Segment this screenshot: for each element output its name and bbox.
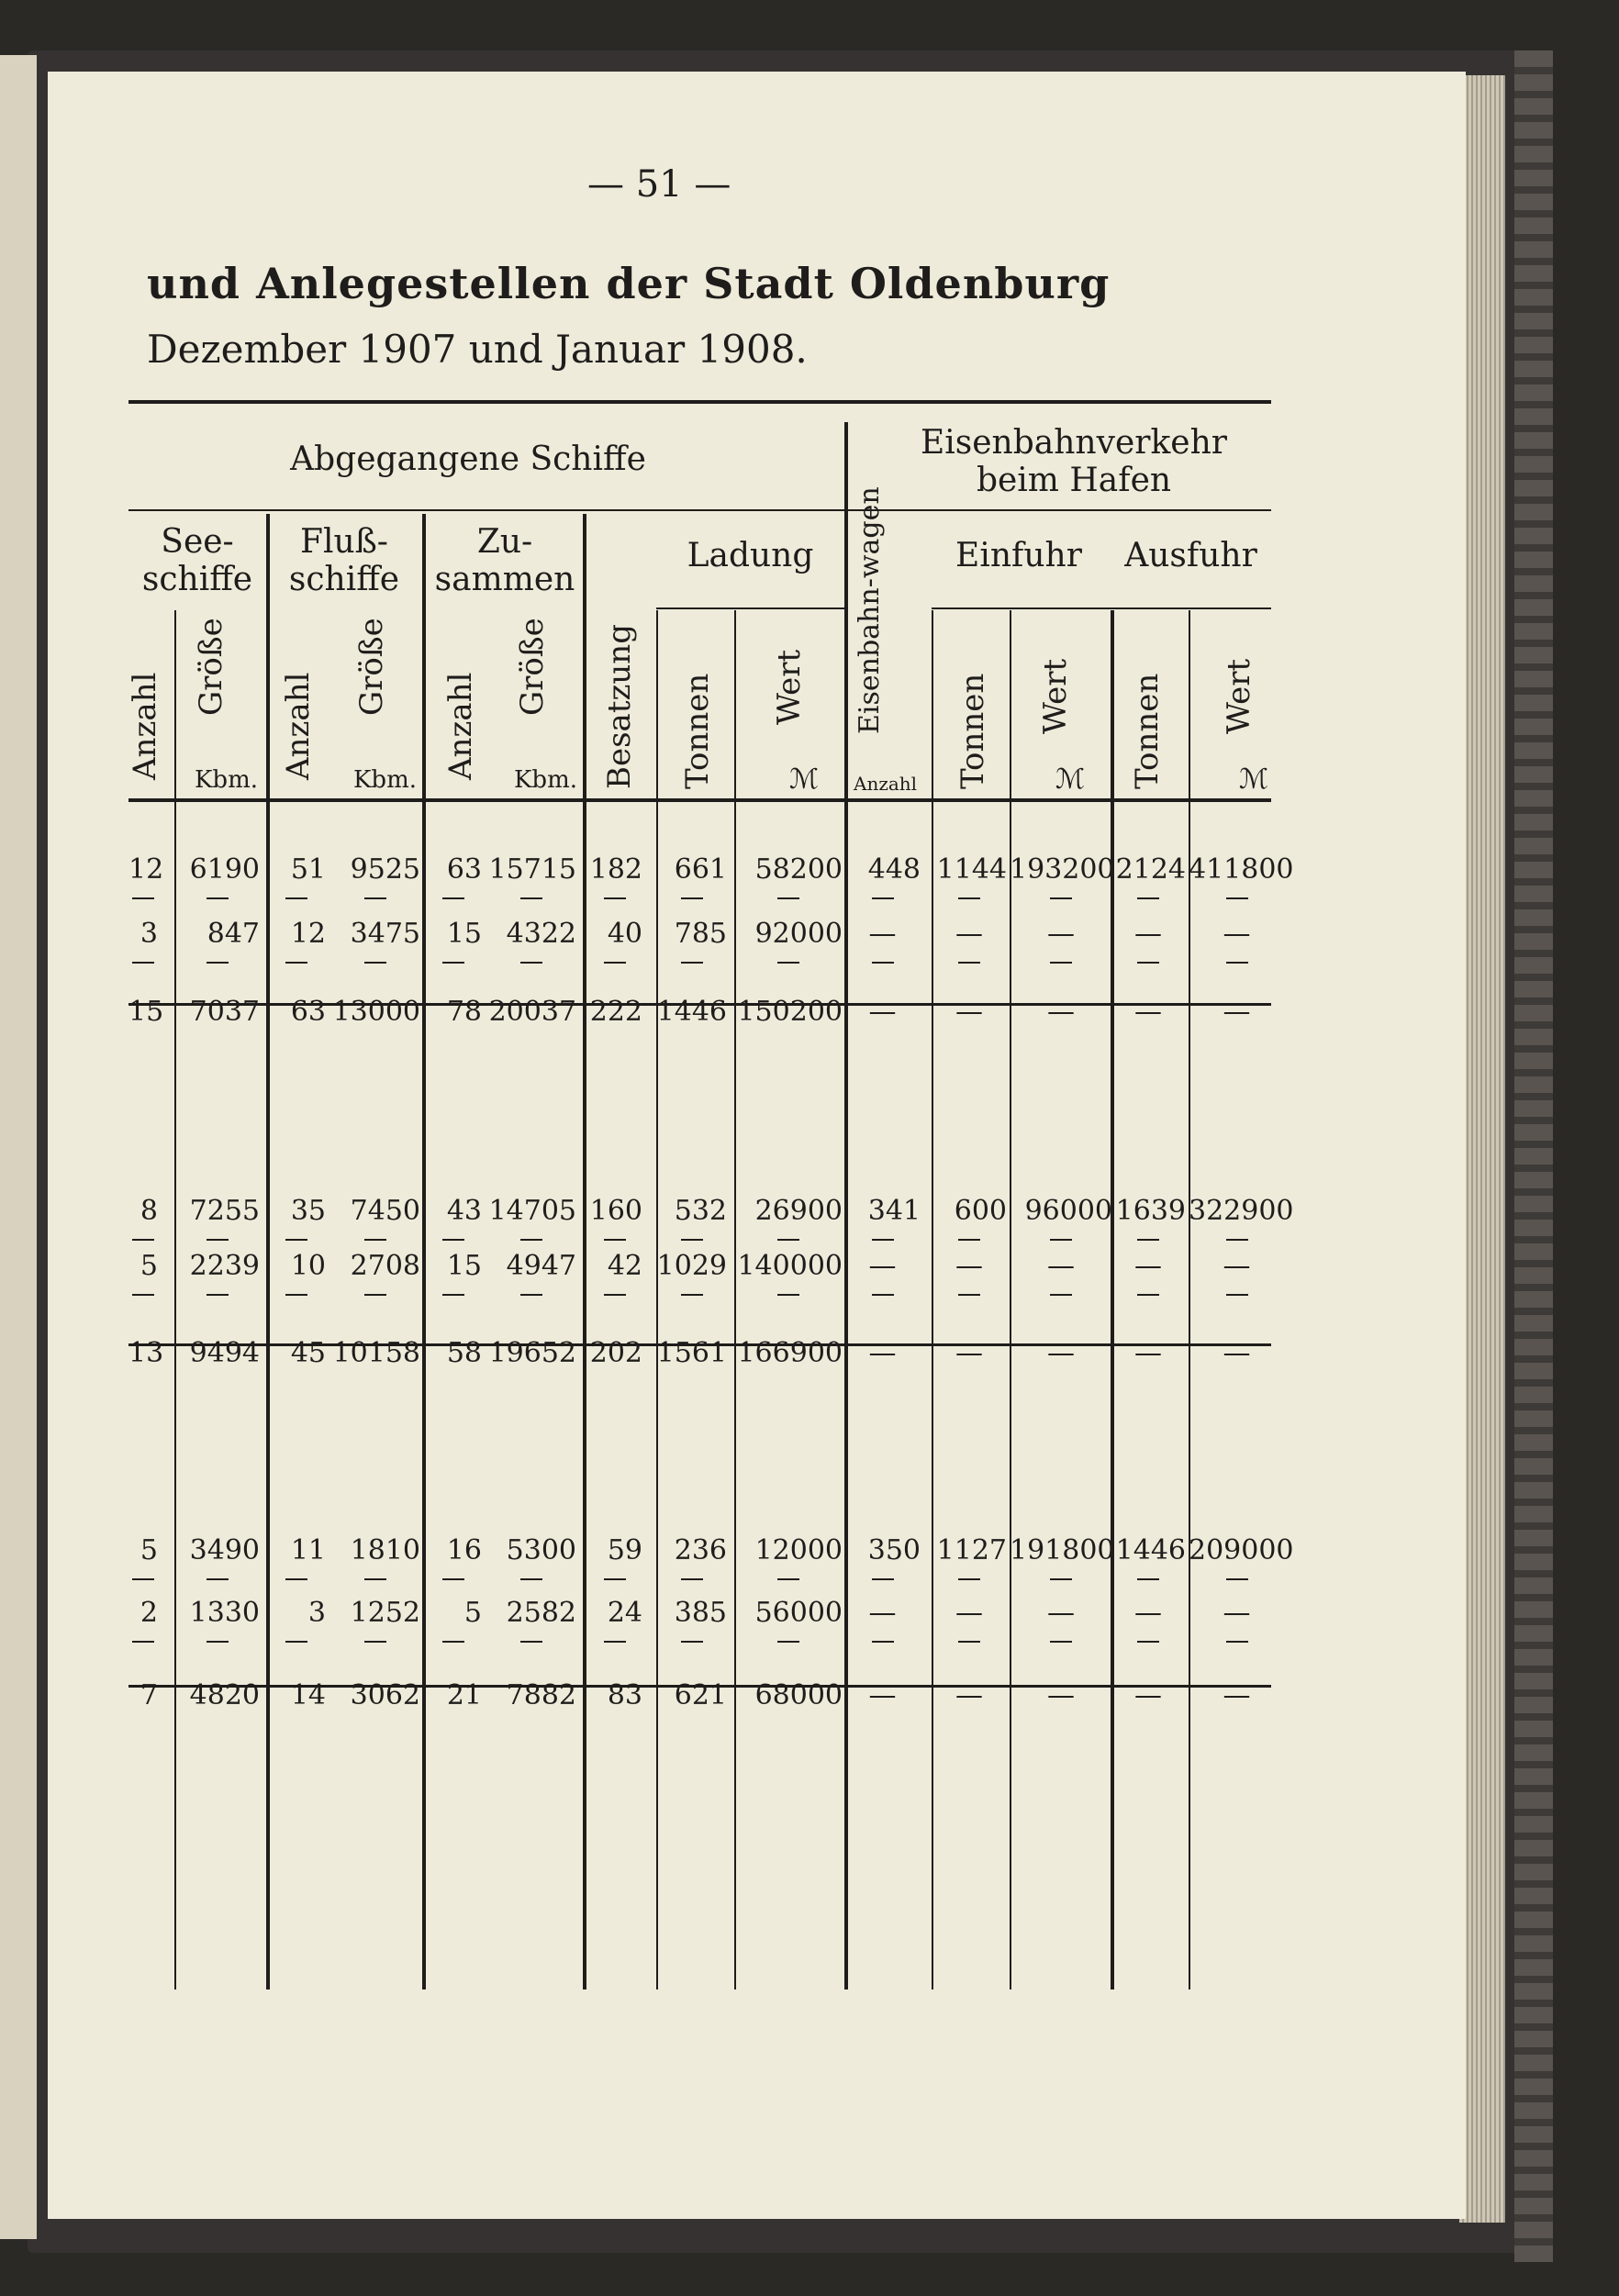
col-label-zus-groesse: Größe <box>514 618 551 716</box>
table-cell: 5 <box>140 1250 158 1282</box>
col-label-fluss-anzahl: Anzahl <box>280 672 317 780</box>
table-cell: 45 <box>290 1337 326 1369</box>
left-page-edge <box>0 55 37 2239</box>
cell-dash <box>958 1578 980 1580</box>
table-cell: 9525 <box>350 853 420 886</box>
table-cell: 7450 <box>350 1195 420 1227</box>
cell-dash <box>207 1641 229 1643</box>
table-cell: — <box>955 1337 983 1369</box>
table-cell: 21 <box>446 1679 482 1711</box>
table-cell: 621 <box>674 1679 727 1711</box>
table-cell: 448 <box>867 853 921 886</box>
table-top-rule <box>128 400 1271 404</box>
table-cell: 191800 <box>1010 1534 1115 1566</box>
cell-dash <box>604 1294 626 1296</box>
cell-dash <box>604 962 626 964</box>
table-cell: 15715 <box>488 853 576 886</box>
unit-eisenbahn-anzahl: Anzahl <box>854 773 918 795</box>
table-cell: 2239 <box>189 1250 260 1282</box>
table-cell: 5 <box>463 1597 482 1629</box>
table-cell: 193200 <box>1010 853 1115 886</box>
cell-dash <box>520 1578 542 1580</box>
cell-dash <box>872 962 894 964</box>
table-cell: 13000 <box>332 996 420 1028</box>
cell-dash <box>872 1641 894 1643</box>
table-cell: — <box>1047 1250 1075 1282</box>
cell-dash <box>1137 1294 1159 1296</box>
table-cell: — <box>1134 1597 1162 1629</box>
col-label-einfuhr-tonnen: Tonnen <box>955 673 991 789</box>
unit-ausfuhr-wert: ℳ <box>1239 763 1269 796</box>
table-cell: 10158 <box>332 1337 420 1369</box>
cell-dash <box>285 1239 307 1241</box>
table-cell: — <box>1047 1337 1075 1369</box>
cell-dash <box>681 1578 703 1580</box>
cell-dash <box>604 1239 626 1241</box>
cell-dash <box>958 1294 980 1296</box>
table-cell: — <box>868 1597 897 1629</box>
table-cell: 140000 <box>737 1250 843 1282</box>
cell-dash <box>364 1239 386 1241</box>
table-cell: 68000 <box>754 1679 843 1711</box>
table-cell: 63 <box>290 996 326 1028</box>
table-cell: 5 <box>140 1534 158 1566</box>
table-cell: — <box>955 1250 983 1282</box>
table-cell: 10 <box>290 1250 326 1282</box>
cell-dash <box>207 962 229 964</box>
table-cell: — <box>1223 1337 1251 1369</box>
col-label-see-groesse: Größe <box>193 618 229 716</box>
cell-dash <box>442 1578 464 1580</box>
table-cell: 51 <box>290 853 326 886</box>
cell-dash <box>132 962 154 964</box>
unit-see-groesse: Kbm. <box>195 766 258 794</box>
table-cell: — <box>1047 1597 1075 1629</box>
column-rule <box>1111 610 1114 1989</box>
table-cell: — <box>1047 996 1075 1028</box>
cell-dash <box>520 962 542 964</box>
table-cell: 2708 <box>350 1250 420 1282</box>
table-cell: 209000 <box>1189 1534 1294 1566</box>
cell-dash <box>1137 1641 1159 1643</box>
header-ausfuhr: Ausfuhr <box>1124 537 1257 574</box>
table-cell: 532 <box>674 1195 727 1227</box>
table-cell: — <box>1223 918 1251 950</box>
cell-dash <box>1137 962 1159 964</box>
cell-dash <box>132 1294 154 1296</box>
ladung-rule <box>656 607 844 609</box>
cell-dash <box>442 897 464 899</box>
header-subrule-right <box>844 509 1271 511</box>
table-cell: 4322 <box>506 918 576 950</box>
page-title: und Anlegestellen der Stadt Oldenburg <box>147 259 1111 308</box>
column-rule <box>583 514 586 1989</box>
table-cell: 7037 <box>189 996 260 1028</box>
cell-dash <box>1050 897 1072 899</box>
cell-dash <box>604 1578 626 1580</box>
table-cell: 160 <box>589 1195 642 1227</box>
table-cell: 222 <box>589 996 642 1028</box>
cell-dash <box>872 1294 894 1296</box>
cell-dash <box>364 1641 386 1643</box>
table-cell: 7 <box>140 1679 158 1711</box>
col-label-besatzung: Besatzung <box>601 624 638 789</box>
header-seeschiffe: See-schiffe <box>141 523 253 599</box>
table-cell: 19652 <box>488 1337 576 1369</box>
table-cell: 12 <box>128 853 164 886</box>
cell-dash <box>1137 1578 1159 1580</box>
cell-dash <box>958 1641 980 1643</box>
cell-dash <box>442 1294 464 1296</box>
cell-dash <box>1050 1578 1072 1580</box>
header-einfuhr: Einfuhr <box>955 537 1082 574</box>
cell-dash <box>520 1641 542 1643</box>
table-cell: 59 <box>607 1534 642 1566</box>
cell-dash <box>207 897 229 899</box>
cell-dash <box>285 897 307 899</box>
table-cell: — <box>1223 1597 1251 1629</box>
cell-dash <box>1137 1239 1159 1241</box>
einfuhr-ausfuhr-rule <box>932 607 1271 609</box>
col-label-ladung-wert: Wert <box>771 649 808 725</box>
table-cell: 78 <box>446 996 482 1028</box>
column-rule <box>734 610 736 1989</box>
table-cell: 43 <box>446 1195 482 1227</box>
page-subtitle: Dezember 1907 und Januar 1908. <box>147 327 808 372</box>
table-cell: 1144 <box>936 853 1007 886</box>
table-cell: 1446 <box>656 996 727 1028</box>
table-cell: 20037 <box>488 996 576 1028</box>
table-cell: 1561 <box>656 1337 727 1369</box>
cell-dash <box>958 1239 980 1241</box>
table-cell: 3062 <box>350 1679 420 1711</box>
table-cell: — <box>955 1597 983 1629</box>
table-cell: 600 <box>954 1195 1007 1227</box>
cell-dash <box>1226 1294 1248 1296</box>
table-cell: 16 <box>446 1534 482 1566</box>
cell-dash <box>681 897 703 899</box>
table-cell: 3 <box>307 1597 326 1629</box>
cell-dash <box>1050 1294 1072 1296</box>
header-zusammen: Zu-sammen <box>434 523 575 599</box>
page <box>48 72 1466 2219</box>
column-rule <box>174 610 176 1989</box>
table-cell: — <box>1223 1679 1251 1711</box>
table-cell: 58 <box>446 1337 482 1369</box>
page-edges <box>1459 75 1505 2223</box>
table-cell: 785 <box>674 918 727 950</box>
cell-dash <box>207 1294 229 1296</box>
unit-zus-groesse: Kbm. <box>514 766 577 794</box>
col-label-ladung-tonnen: Tonnen <box>679 673 716 789</box>
table-cell: 1252 <box>350 1597 420 1629</box>
cell-dash <box>207 1578 229 1580</box>
cell-dash <box>132 897 154 899</box>
table-cell: 150200 <box>737 996 843 1028</box>
header-bottom-rule <box>128 798 1271 802</box>
table-cell: 322900 <box>1189 1195 1294 1227</box>
cell-dash <box>777 1578 799 1580</box>
table-cell: 12 <box>290 918 326 950</box>
table-cell: 1330 <box>189 1597 260 1629</box>
column-rule <box>1010 610 1011 1989</box>
cell-dash <box>285 1578 307 1580</box>
table-cell: 35 <box>290 1195 326 1227</box>
cell-dash <box>207 1239 229 1241</box>
unit-ladung-wert: ℳ <box>789 763 820 796</box>
header-subrule <box>128 509 844 511</box>
table-cell: — <box>868 1679 897 1711</box>
cell-dash <box>777 1239 799 1241</box>
table-cell: 1810 <box>350 1534 420 1566</box>
cell-dash <box>285 1641 307 1643</box>
table-cell: 92000 <box>754 918 843 950</box>
cell-dash <box>604 897 626 899</box>
table-cell: 11 <box>290 1534 326 1566</box>
table-cell: 12000 <box>754 1534 843 1566</box>
table-cell: 236 <box>674 1534 727 1566</box>
table-cell: 7255 <box>189 1195 260 1227</box>
cell-dash <box>681 1239 703 1241</box>
table-cell: 83 <box>607 1679 642 1711</box>
table-cell: 350 <box>867 1534 921 1566</box>
cell-dash <box>364 897 386 899</box>
table-cell: 9494 <box>189 1337 260 1369</box>
table-cell: — <box>1134 1679 1162 1711</box>
table-cell: 56000 <box>754 1597 843 1629</box>
cell-dash <box>872 1239 894 1241</box>
cell-dash <box>364 1294 386 1296</box>
table-cell: 15 <box>446 1250 482 1282</box>
table-cell: 4947 <box>506 1250 576 1282</box>
table-cell: 411800 <box>1189 853 1294 886</box>
cell-dash <box>1226 1578 1248 1580</box>
cell-dash <box>777 1294 799 1296</box>
cell-dash <box>604 1641 626 1643</box>
col-label-see-anzahl: Anzahl <box>127 672 163 780</box>
cell-dash <box>777 962 799 964</box>
table-cell: — <box>1223 1250 1251 1282</box>
cell-dash <box>364 1578 386 1580</box>
cell-dash <box>777 897 799 899</box>
cell-dash <box>520 897 542 899</box>
col-label-ausfuhr-tonnen: Tonnen <box>1129 673 1166 789</box>
table-cell: 8 <box>140 1195 158 1227</box>
cell-dash <box>1050 1239 1072 1241</box>
table-cell: 2 <box>140 1597 158 1629</box>
table-cell: 58200 <box>754 853 843 886</box>
cell-dash <box>364 962 386 964</box>
table-cell: — <box>868 1337 897 1369</box>
cell-dash <box>1050 962 1072 964</box>
table-cell: 661 <box>674 853 727 886</box>
table-cell: — <box>868 918 897 950</box>
table-cell: 26900 <box>754 1195 843 1227</box>
header-flussschiffe: Fluß-schiffe <box>288 523 400 599</box>
table-cell: 24 <box>607 1597 642 1629</box>
table-cell: 7882 <box>506 1679 576 1711</box>
cell-dash <box>1137 897 1159 899</box>
cell-dash <box>1050 1641 1072 1643</box>
table-cell: — <box>1134 1250 1162 1282</box>
table-cell: — <box>1047 918 1075 950</box>
column-rule <box>932 610 933 1989</box>
cell-dash <box>681 1294 703 1296</box>
table-cell: — <box>1134 918 1162 950</box>
table-cell: — <box>1134 1337 1162 1369</box>
cell-dash <box>1226 1239 1248 1241</box>
table-cell: 3 <box>140 918 158 950</box>
table-cell: 182 <box>589 853 642 886</box>
table-cell: — <box>1047 1679 1075 1711</box>
table-cell: — <box>1134 996 1162 1028</box>
cell-dash <box>442 962 464 964</box>
table-cell: 13 <box>128 1337 164 1369</box>
table-cell: 4820 <box>189 1679 260 1711</box>
cell-dash <box>958 962 980 964</box>
table-cell: 385 <box>674 1597 727 1629</box>
header-eisenbahn: Eisenbahnverkehr beim Hafen <box>920 424 1227 500</box>
table-cell: 202 <box>589 1337 642 1369</box>
table-cell: 1127 <box>936 1534 1007 1566</box>
header-ladung: Ladung <box>687 537 814 574</box>
table-cell: — <box>955 1679 983 1711</box>
cell-dash <box>442 1641 464 1643</box>
table-cell: 14 <box>290 1679 326 1711</box>
table-cell: 15 <box>128 996 164 1028</box>
table-cell: 2582 <box>506 1597 576 1629</box>
table-cell: 6190 <box>189 853 260 886</box>
cell-dash <box>285 1294 307 1296</box>
table-cell: 166900 <box>737 1337 843 1369</box>
cell-dash <box>872 897 894 899</box>
table-cell: — <box>1223 996 1251 1028</box>
header-abgegangene: Abgegangene Schiffe <box>290 440 646 478</box>
column-rule <box>1189 610 1190 1989</box>
table-cell: 3475 <box>350 918 420 950</box>
table-cell: 14705 <box>488 1195 576 1227</box>
cell-dash <box>132 1578 154 1580</box>
page-number: — 51 — <box>587 163 731 206</box>
cell-dash <box>285 962 307 964</box>
table-cell: 1639 <box>1115 1195 1186 1227</box>
col-label-einfuhr-wert: Wert <box>1037 658 1074 734</box>
cell-dash <box>520 1294 542 1296</box>
cell-dash <box>681 1641 703 1643</box>
col-label-fluss-groesse: Größe <box>353 618 390 716</box>
cell-dash <box>777 1641 799 1643</box>
table-cell: 40 <box>607 918 642 950</box>
table-cell: 847 <box>207 918 260 950</box>
table-cell: 2124 <box>1115 853 1186 886</box>
cell-dash <box>1226 1641 1248 1643</box>
table-cell: 1029 <box>656 1250 727 1282</box>
cell-dash <box>1226 897 1248 899</box>
column-rule <box>656 610 658 1989</box>
table-cell: — <box>868 1250 897 1282</box>
table-cell: 42 <box>607 1250 642 1282</box>
cell-dash <box>958 897 980 899</box>
cell-dash <box>442 1239 464 1241</box>
col-label-eisenbahnwagen: Eisenbahn-wagen <box>854 486 886 734</box>
col-label-zus-anzahl: Anzahl <box>442 672 479 780</box>
unit-einfuhr-wert: ℳ <box>1055 763 1086 796</box>
table-cell: — <box>868 996 897 1028</box>
table-cell: 15 <box>446 918 482 950</box>
unit-fluss-groesse: Kbm. <box>353 766 417 794</box>
table-cell: 63 <box>446 853 482 886</box>
table-cell: 1446 <box>1115 1534 1186 1566</box>
table-cell: 3490 <box>189 1534 260 1566</box>
cell-dash <box>681 962 703 964</box>
cell-dash <box>1226 962 1248 964</box>
cell-dash <box>520 1239 542 1241</box>
book-spine <box>1514 50 1553 2262</box>
table-cell: 5300 <box>506 1534 576 1566</box>
cell-dash <box>132 1641 154 1643</box>
table-cell: 341 <box>867 1195 921 1227</box>
cell-dash <box>872 1578 894 1580</box>
table-cell: — <box>955 996 983 1028</box>
table-cell: 96000 <box>1024 1195 1112 1227</box>
cell-dash <box>132 1239 154 1241</box>
col-label-ausfuhr-wert: Wert <box>1221 658 1257 734</box>
table-cell: — <box>955 918 983 950</box>
